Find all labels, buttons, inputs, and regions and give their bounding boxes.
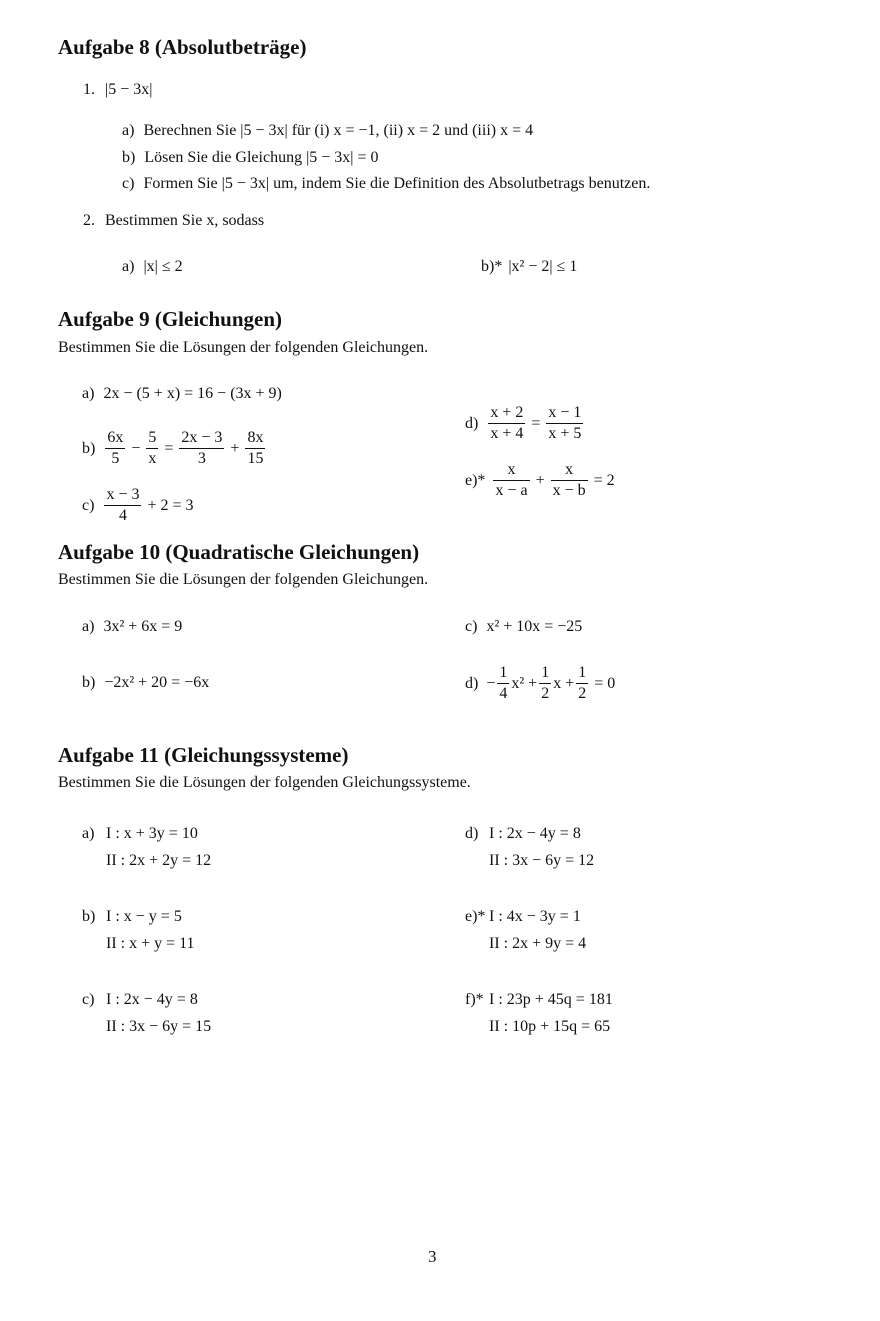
item-8-1-number: 1. — [83, 81, 95, 98]
system-11-f — [465, 986, 613, 1040]
numerator: x − 1 — [546, 403, 583, 424]
equation-label: a) — [82, 385, 95, 402]
equation-9-b — [82, 428, 267, 469]
denominator: 3 — [197, 450, 206, 467]
numerator: x − 3 — [104, 485, 141, 506]
subitem-label: a) — [122, 258, 135, 275]
equation-label: d) — [465, 674, 479, 692]
subitem-label: c) — [122, 175, 135, 192]
system-line-2: II : 2x + 9y = 4 — [489, 935, 587, 952]
equation-expression: x² + 10x = −25 — [486, 618, 583, 635]
subitem-text: Lösen Sie die Gleichung |5 − 3x| = 0 — [144, 149, 379, 166]
operator: − — [486, 674, 496, 692]
system-line-2: II : 10p + 15q = 65 — [489, 1018, 611, 1035]
fraction — [551, 460, 588, 501]
equation-label: b) — [82, 674, 96, 691]
numerator: 1 — [539, 663, 551, 684]
system-label: e)* — [465, 908, 486, 925]
denominator: 2 — [578, 685, 587, 702]
equation-rest: = 2 — [593, 471, 615, 489]
system-11-e — [465, 903, 586, 957]
denominator: 5 — [111, 450, 120, 467]
equation-expression: 3x² + 6x = 9 — [103, 618, 183, 635]
equation-10-a — [82, 618, 182, 636]
fraction — [179, 428, 224, 469]
subitem-8-2-a — [122, 258, 183, 276]
subitem-label: b)* — [481, 258, 503, 275]
subitem-8-1-c — [122, 175, 650, 193]
equation-10-d — [465, 663, 615, 704]
fraction — [146, 428, 158, 469]
system-label: f)* — [465, 991, 484, 1008]
system-line-2: II : 2x + 2y = 12 — [106, 852, 212, 869]
system-line-2: II : 3x − 6y = 12 — [489, 852, 595, 869]
fraction — [104, 485, 141, 526]
page-number: 3 — [428, 1247, 437, 1266]
numerator: x — [493, 460, 529, 481]
fraction — [245, 428, 265, 469]
equation-9-d — [465, 403, 585, 444]
equation-label: c) — [82, 496, 95, 514]
system-line-1: I : x + 3y = 10 — [106, 825, 198, 842]
system-line-1: I : 23p + 45q = 181 — [489, 991, 613, 1008]
denominator: x + 5 — [548, 425, 582, 442]
heading-aufgabe-10: Aufgabe 10 (Quadratische Gleichungen) — [58, 540, 420, 564]
system-line-2: II : x + y = 11 — [106, 935, 195, 952]
heading-aufgabe-9: Aufgabe 9 (Gleichungen) — [58, 307, 283, 331]
numerator: 1 — [497, 663, 509, 684]
denominator: x − b — [552, 482, 586, 499]
equation-9-e — [465, 460, 615, 501]
equation-10-c — [465, 618, 582, 636]
subitem-label: b) — [122, 149, 136, 166]
fraction — [546, 403, 583, 444]
item-8-2-text: Bestimmen Sie x, sodass — [105, 212, 265, 229]
denominator: x − a — [495, 482, 528, 499]
equation-9-c — [82, 485, 194, 526]
intro-aufgabe-10: Bestimmen Sie die Lösungen der folgenden Gleichungen. — [58, 571, 429, 588]
system-line-2: II : 3x − 6y = 15 — [106, 1018, 212, 1035]
item-8-1 — [83, 81, 152, 99]
item-8-2 — [83, 212, 264, 230]
system-line-1: I : x − y = 5 — [106, 908, 182, 925]
subitem-text: Formen Sie |5 − 3x| um, indem Sie die Definition des Absolutbetrags benutzen. — [143, 175, 651, 192]
fraction — [497, 663, 509, 704]
subitem-8-1-a — [122, 122, 533, 140]
denominator: 4 — [118, 507, 127, 524]
fraction — [488, 403, 525, 444]
equation-term: x² + — [511, 674, 538, 692]
equation-label: a) — [82, 618, 95, 635]
denominator: x + 4 — [490, 425, 524, 442]
operator: + — [535, 471, 545, 489]
equation-term: x + — [553, 674, 575, 692]
system-line-1: I : 2x − 4y = 8 — [106, 991, 198, 1008]
system-label: d) — [465, 825, 479, 842]
equation-10-b — [82, 674, 209, 692]
system-11-b — [82, 903, 195, 957]
numerator: x + 2 — [488, 403, 525, 424]
system-line-1: I : 4x − 3y = 1 — [489, 908, 581, 925]
denominator: 15 — [247, 450, 264, 467]
denominator: x — [148, 450, 157, 467]
numerator: 8x — [245, 428, 265, 449]
denominator: 2 — [541, 685, 550, 702]
heading-aufgabe-8: Aufgabe 8 (Absolutbeträge) — [58, 35, 307, 59]
subitem-8-2-b — [481, 258, 577, 276]
intro-aufgabe-9: Bestimmen Sie die Lösungen der folgenden Gleichungen. — [58, 339, 429, 356]
system-label: a) — [82, 825, 95, 842]
equation-expression: 2x − (5 + x) = 16 − (3x + 9) — [103, 385, 282, 402]
numerator: 1 — [576, 663, 588, 684]
fraction — [539, 663, 551, 704]
system-label: b) — [82, 908, 96, 925]
fraction — [576, 663, 588, 704]
subitem-text: Berechnen Sie |5 − 3x| für (i) x = −1, (ii) x = 2 und (iii) x = 4 — [143, 122, 534, 139]
denominator: 4 — [499, 685, 508, 702]
system-label: c) — [82, 991, 95, 1008]
intro-aufgabe-11: Bestimmen Sie die Lösungen der folgenden Gleichungssysteme. — [58, 774, 471, 791]
subitem-label: a) — [122, 122, 135, 139]
subitem-expression: |x| ≤ 2 — [143, 258, 183, 275]
subitem-expression: |x² − 2| ≤ 1 — [508, 258, 578, 275]
numerator: 6x — [105, 428, 125, 449]
numerator: 5 — [146, 428, 158, 449]
equation-9-a — [82, 385, 282, 403]
equation-label: b) — [82, 439, 96, 457]
numerator: x — [551, 460, 588, 481]
operator: + — [230, 439, 240, 457]
numerator: 2x − 3 — [179, 428, 224, 449]
operator: = — [531, 414, 541, 432]
system-11-a — [82, 820, 211, 874]
system-line-1: I : 2x − 4y = 8 — [489, 825, 581, 842]
system-11-c — [82, 986, 211, 1040]
equation-label: c) — [465, 618, 478, 635]
system-11-d — [465, 820, 594, 874]
item-8-2-number: 2. — [83, 212, 95, 229]
equation-label: e)* — [465, 471, 486, 489]
fraction — [493, 460, 529, 501]
operator: − — [131, 439, 141, 457]
subitem-8-1-b — [122, 149, 379, 167]
equation-rest: + 2 = 3 — [147, 496, 194, 514]
heading-aufgabe-11: Aufgabe 11 (Gleichungssysteme) — [58, 743, 349, 767]
item-8-1-expression: |5 − 3x| — [105, 81, 153, 98]
equation-rest: = 0 — [594, 674, 616, 692]
fraction — [105, 428, 125, 469]
equation-expression: −2x² + 20 = −6x — [104, 674, 210, 691]
operator: = — [164, 439, 174, 457]
equation-label: d) — [465, 414, 479, 432]
